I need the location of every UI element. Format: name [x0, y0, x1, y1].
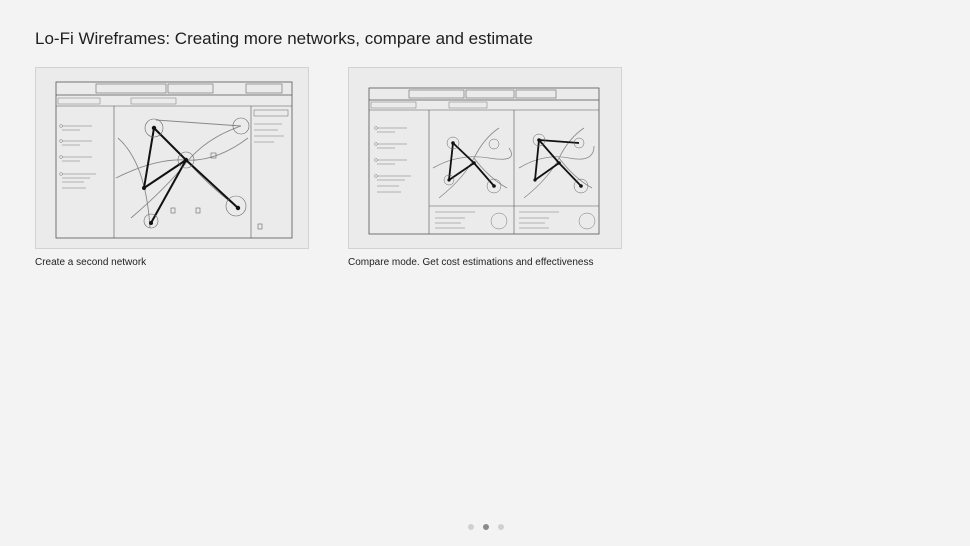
sketch-image-create-network — [35, 67, 309, 249]
pagination-dot[interactable] — [468, 524, 474, 530]
pagination-dot-active[interactable] — [483, 524, 489, 530]
pagination-dot[interactable] — [498, 524, 504, 530]
sketch-image-compare-mode — [348, 67, 622, 249]
wireframe-card-create-network[interactable] — [35, 67, 309, 268]
wireframe-card-compare-mode[interactable] — [348, 67, 622, 268]
page-title: Lo-Fi Wireframes: Creating more networks, compare and estimate — [35, 29, 533, 48]
pagination-dots — [468, 524, 504, 530]
card-caption: Compare mode. Get cost estimations and effectiveness — [348, 257, 594, 268]
card-caption: Create a second network — [35, 257, 147, 268]
